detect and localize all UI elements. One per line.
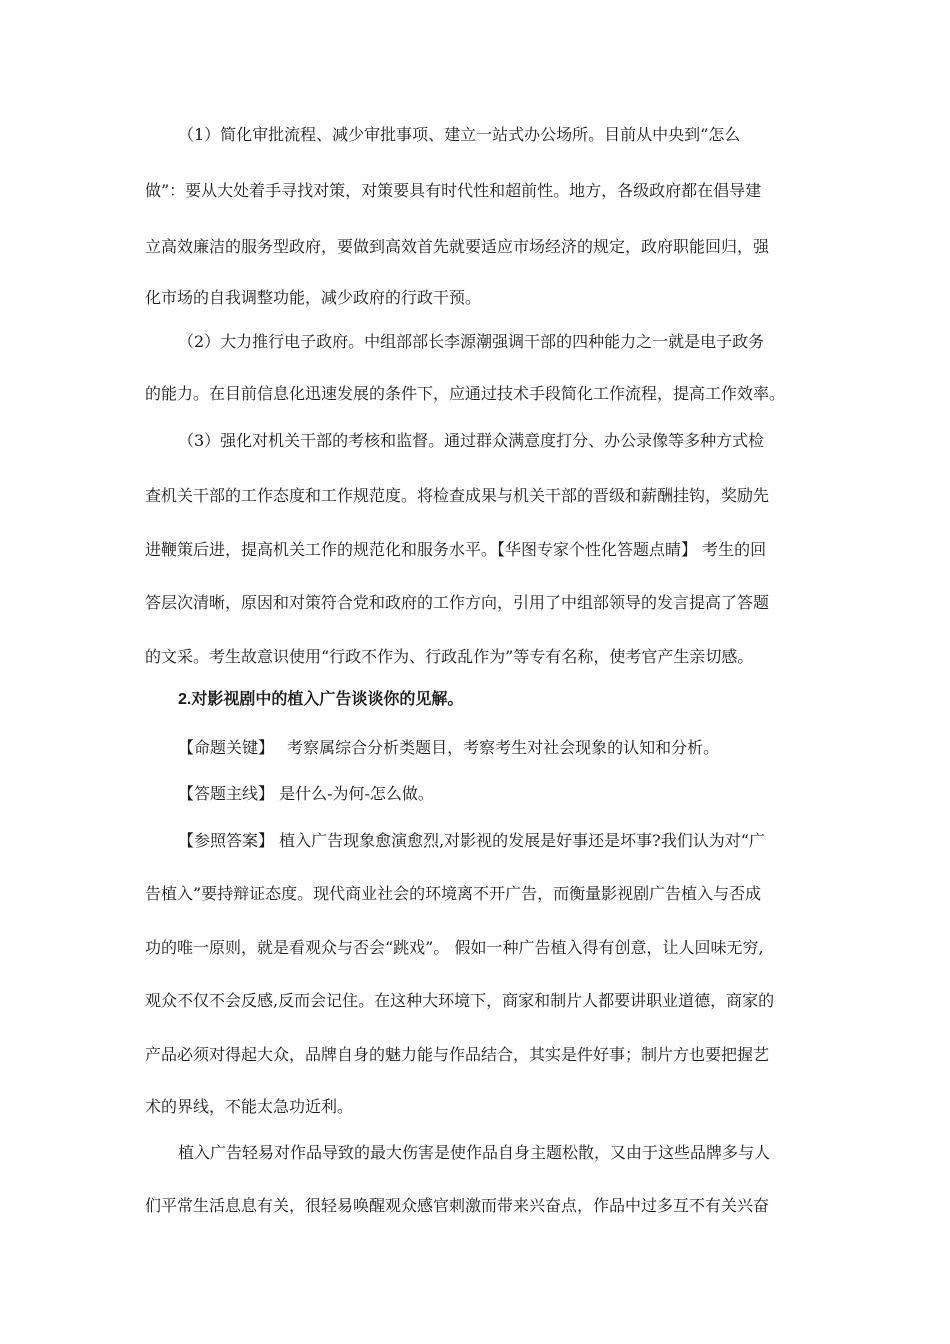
paragraph-3-line-4: 答层次清晰，原因和对策符合党和政府的工作方向，引用了中组部领导的发言提高了答题 bbox=[145, 593, 770, 612]
reference-answer-line-1: 【参照答案】 植入广告现象愈演愈烈,对影视的发展是好事还是坏事?我们认为对“广 bbox=[178, 831, 765, 850]
key-point-line: 【命题关键】 考察属综合分析类题目，考察考生对社会现象的认知和分析。 bbox=[178, 738, 720, 757]
reference-answer-line-3: 功的唯一原则，就是看观众与否会“跳戏”。 假如一种广告植入得有创意，让人回味无穷, bbox=[145, 938, 764, 957]
paragraph-1-line-4: 化市场的自我调整功能，减少政府的行政干预。 bbox=[145, 288, 482, 307]
paragraph-1-line-3: 立高效廉洁的服务型政府，要做到高效首先就要适应市场经济的规定，政府职能回归，强 bbox=[145, 237, 770, 256]
paragraph-3-line-5: 的文采。考生故意识使用“行政不作为、行政乱作为”等专有名称，使考官产生亲切感。 bbox=[145, 647, 754, 666]
paragraph-last-line-2: 们平常生活息息有关，很轻易唤醒观众感官刺激而带来兴奋点，作品中过多互不有关兴奋 bbox=[145, 1196, 770, 1215]
reference-answer-line-6: 术的界线，不能太急功近利。 bbox=[145, 1097, 354, 1116]
paragraph-3-line-2: 查机关干部的工作态度和工作规范度。将检查成果与机关干部的晋级和薪酬挂钩，奖励先 bbox=[145, 486, 770, 505]
paragraph-3-line-1: （3）强化对机关干部的考核和监督。通过群众满意度打分、办公录像等多种方式检 bbox=[178, 431, 765, 450]
paragraph-3-line-3: 进鞭策后进，提高机关工作的规范化和服务水平。【华图专家个性化答题点睛】 考生的回 bbox=[145, 540, 767, 559]
paragraph-1-line-2: 做”：要从大处着手寻找对策，对策要具有时代性和超前性。地方，各级政府都在倡导建 bbox=[145, 181, 762, 200]
paragraph-2-line-2: 的能力。在目前信息化迅速发展的条件下，应通过技术手段简化工作流程，提高工作效率。 bbox=[145, 384, 786, 403]
paragraph-1-line-1: （1）简化审批流程、减少审批事项、建立一站式办公场所。目前从中央到“怎么 bbox=[178, 125, 741, 144]
question-heading: 2.对影视剧中的植入广告谈谈你的见解。 bbox=[178, 691, 464, 708]
reference-answer-line-4: 观众不仅不会反感,反而会记住。在这种大环境下，商家和制片人都要讲职业道德，商家的 bbox=[145, 991, 775, 1010]
reference-answer-line-5: 产品必须对得起大众，品牌自身的魅力能与作品结合，其实是件好事；制片方也要把握艺 bbox=[145, 1045, 770, 1064]
paragraph-last-line-1: 植入广告轻易对作品导致的最大伤害是使作品自身主题松散，又由于这些品牌多与人 bbox=[178, 1143, 771, 1162]
paragraph-2-line-1: （2）大力推行电子政府。中组部部长李源潮强调干部的四种能力之一就是电子政务 bbox=[178, 332, 765, 351]
reference-answer-line-2: 告植入”要持辩证态度。现代商业社会的环境离不开广告，而衡量影视剧广告植入与否成 bbox=[145, 884, 762, 903]
answer-thread-line: 【答题主线】 是什么-为何-怎么做。 bbox=[178, 784, 434, 803]
